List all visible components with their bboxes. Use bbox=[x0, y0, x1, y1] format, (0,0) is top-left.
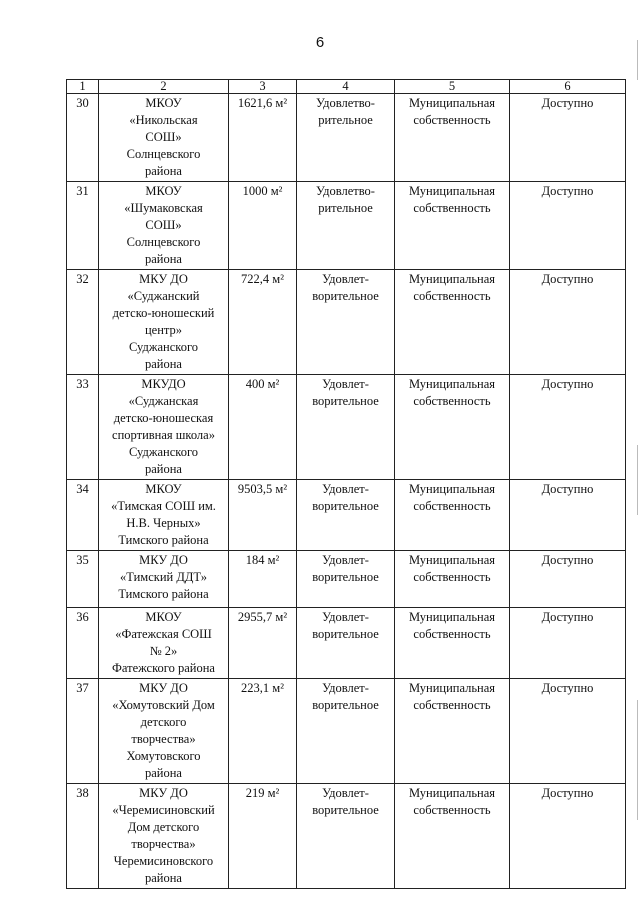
table-row bbox=[67, 270, 626, 375]
institution-name-line: Солнцевского bbox=[126, 235, 201, 249]
institution-name-line: спортивная школа» bbox=[112, 428, 215, 442]
institution-name-line: Фатежского района bbox=[112, 661, 215, 675]
institution-name-line: № 2» bbox=[149, 644, 178, 658]
institution-name-line: «Тимский ДДТ» bbox=[120, 570, 207, 584]
table-row bbox=[67, 182, 626, 270]
institution-name-cell bbox=[99, 94, 229, 182]
condition-line: ворительное bbox=[312, 803, 379, 817]
row-number: 30 bbox=[67, 94, 99, 182]
institution-name-cell bbox=[99, 784, 229, 889]
ownership-line: собственность bbox=[413, 289, 491, 303]
institution-name-line: МКОУ bbox=[145, 482, 182, 496]
column-header: 5 bbox=[395, 80, 510, 94]
institution-name-cell bbox=[99, 679, 229, 784]
institution-name-line: Суджанского bbox=[128, 445, 199, 459]
institution-name-line: района bbox=[145, 164, 182, 178]
ownership-line: собственность bbox=[413, 698, 491, 712]
table-row bbox=[67, 375, 626, 480]
institution-name-line: «Шумаковская bbox=[124, 201, 203, 215]
condition-cell bbox=[297, 784, 395, 889]
accessibility-cell: Доступно bbox=[510, 551, 626, 608]
table-row bbox=[67, 784, 626, 889]
table-row bbox=[67, 94, 626, 182]
ownership-cell bbox=[395, 375, 510, 480]
institution-name-line: центр» bbox=[144, 323, 183, 337]
column-header: 6 bbox=[510, 80, 626, 94]
header-row bbox=[67, 80, 626, 94]
column-header: 4 bbox=[297, 80, 395, 94]
institution-name-line: СОШ» bbox=[145, 218, 182, 232]
row-number: 33 bbox=[67, 375, 99, 480]
condition-line: Удовлет- bbox=[322, 482, 369, 496]
condition-cell bbox=[297, 551, 395, 608]
ownership-line: собственность bbox=[413, 627, 491, 641]
area-cell: 219 м² bbox=[229, 784, 297, 889]
row-number: 32 bbox=[67, 270, 99, 375]
condition-line: Удовлет- bbox=[322, 553, 369, 567]
table-row bbox=[67, 480, 626, 551]
institution-name-line: МКУ ДО bbox=[139, 681, 188, 695]
institution-name-line: «Никольская bbox=[129, 113, 198, 127]
table-row bbox=[67, 608, 626, 679]
ownership-line: Муниципальная bbox=[408, 184, 496, 198]
ownership-cell bbox=[395, 784, 510, 889]
ownership-cell bbox=[395, 94, 510, 182]
condition-line: Удовлет- bbox=[322, 377, 369, 391]
institution-name-line: Тимского района bbox=[118, 587, 209, 601]
institution-name-line: детского bbox=[140, 715, 187, 729]
institution-name-line: детско-юношеская bbox=[113, 411, 214, 425]
area-cell: 9503,5 м² bbox=[229, 480, 297, 551]
institution-name-line: Хомутовского bbox=[126, 749, 201, 763]
institution-name-line: Тимского района bbox=[118, 533, 209, 547]
ownership-cell bbox=[395, 270, 510, 375]
institution-name-line: района bbox=[145, 871, 182, 885]
condition-line: ворительное bbox=[312, 289, 379, 303]
ownership-line: Муниципальная bbox=[408, 377, 496, 391]
condition-line: ворительное bbox=[312, 499, 379, 513]
ownership-line: собственность bbox=[413, 394, 491, 408]
scan-edge-mark bbox=[637, 445, 638, 515]
condition-cell bbox=[297, 679, 395, 784]
condition-line: Удовлет- bbox=[322, 786, 369, 800]
ownership-line: Муниципальная bbox=[408, 272, 496, 286]
ownership-line: собственность bbox=[413, 201, 491, 215]
ownership-line: собственность bbox=[413, 499, 491, 513]
condition-line: рительное bbox=[318, 113, 373, 127]
area-cell: 1621,6 м² bbox=[229, 94, 297, 182]
scan-edge-mark bbox=[637, 40, 638, 80]
institution-name-line: Черемисиновского bbox=[113, 854, 214, 868]
ownership-cell bbox=[395, 182, 510, 270]
ownership-cell bbox=[395, 551, 510, 608]
ownership-line: собственность bbox=[413, 570, 491, 584]
condition-cell bbox=[297, 480, 395, 551]
institution-name-line: района bbox=[145, 462, 182, 476]
institution-name-line: творчества» bbox=[131, 732, 196, 746]
row-number: 38 bbox=[67, 784, 99, 889]
institution-name-line: «Фатежская СОШ bbox=[115, 627, 212, 641]
column-header: 3 bbox=[229, 80, 297, 94]
row-number: 36 bbox=[67, 608, 99, 679]
institution-name-line: Солнцевского bbox=[126, 147, 201, 161]
institution-name-cell bbox=[99, 375, 229, 480]
accessibility-cell: Доступно bbox=[510, 608, 626, 679]
area-cell: 722,4 м² bbox=[229, 270, 297, 375]
institution-name-line: района bbox=[145, 357, 182, 371]
row-number: 31 bbox=[67, 182, 99, 270]
condition-line: Удовлетво- bbox=[316, 184, 375, 198]
institution-name-line: МКУ ДО bbox=[139, 786, 188, 800]
ownership-cell bbox=[395, 679, 510, 784]
accessibility-cell: Доступно bbox=[510, 182, 626, 270]
condition-line: ворительное bbox=[312, 698, 379, 712]
row-number: 34 bbox=[67, 480, 99, 551]
condition-cell bbox=[297, 182, 395, 270]
institution-name-line: «Суджанская bbox=[128, 394, 199, 408]
page-number: 6 bbox=[315, 34, 325, 51]
ownership-line: Муниципальная bbox=[408, 482, 496, 496]
condition-cell bbox=[297, 375, 395, 480]
scan-edge-mark bbox=[637, 700, 638, 820]
institution-name-line: района bbox=[145, 252, 182, 266]
row-number: 37 bbox=[67, 679, 99, 784]
institution-name-line: детско-юношеский bbox=[112, 306, 215, 320]
column-header: 2 bbox=[99, 80, 229, 94]
condition-cell bbox=[297, 270, 395, 375]
ownership-line: Муниципальная bbox=[408, 610, 496, 624]
institution-name-line: МКОУ bbox=[145, 184, 182, 198]
institution-name-line: МКУ ДО bbox=[139, 272, 188, 286]
ownership-line: собственность bbox=[413, 113, 491, 127]
institution-name-line: творчества» bbox=[131, 837, 196, 851]
registry-table bbox=[66, 79, 626, 889]
institution-name-line: МКОУ bbox=[145, 610, 182, 624]
accessibility-cell: Доступно bbox=[510, 375, 626, 480]
condition-line: ворительное bbox=[312, 570, 379, 584]
ownership-line: собственность bbox=[413, 803, 491, 817]
institution-name-cell bbox=[99, 480, 229, 551]
ownership-line: Муниципальная bbox=[408, 681, 496, 695]
institution-name-line: МКОУ bbox=[145, 96, 182, 110]
institution-name-line: МКУДО bbox=[141, 377, 186, 391]
institution-name-line: «Суджанский bbox=[127, 289, 200, 303]
area-cell: 223,1 м² bbox=[229, 679, 297, 784]
institution-name-cell bbox=[99, 270, 229, 375]
ownership-line: Муниципальная bbox=[408, 553, 496, 567]
ownership-line: Муниципальная bbox=[408, 786, 496, 800]
accessibility-cell: Доступно bbox=[510, 784, 626, 889]
ownership-cell bbox=[395, 608, 510, 679]
area-cell: 184 м² bbox=[229, 551, 297, 608]
condition-line: Удовлет- bbox=[322, 610, 369, 624]
condition-line: ворительное bbox=[312, 394, 379, 408]
accessibility-cell: Доступно bbox=[510, 94, 626, 182]
condition-line: рительное bbox=[318, 201, 373, 215]
institution-name-line: «Хомутовский Дом bbox=[112, 698, 215, 712]
table-row bbox=[67, 679, 626, 784]
ownership-cell bbox=[395, 480, 510, 551]
institution-name-cell bbox=[99, 551, 229, 608]
area-cell: 2955,7 м² bbox=[229, 608, 297, 679]
institution-name-line: «Черемисиновский bbox=[112, 803, 215, 817]
institution-name-cell bbox=[99, 608, 229, 679]
institution-name-line: района bbox=[145, 766, 182, 780]
accessibility-cell: Доступно bbox=[510, 480, 626, 551]
condition-line: Удовлетво- bbox=[316, 96, 375, 110]
institution-name-line: Суджанского bbox=[128, 340, 199, 354]
condition-line: Удовлет- bbox=[322, 681, 369, 695]
condition-cell bbox=[297, 608, 395, 679]
condition-line: Удовлет- bbox=[322, 272, 369, 286]
condition-cell bbox=[297, 94, 395, 182]
institution-name-line: Дом детского bbox=[127, 820, 200, 834]
institution-name-line: Н.В. Черных» bbox=[126, 516, 201, 530]
condition-line: ворительное bbox=[312, 627, 379, 641]
area-cell: 400 м² bbox=[229, 375, 297, 480]
accessibility-cell: Доступно bbox=[510, 679, 626, 784]
ownership-line: Муниципальная bbox=[408, 96, 496, 110]
table-row bbox=[67, 551, 626, 608]
institution-name-cell bbox=[99, 182, 229, 270]
area-cell: 1000 м² bbox=[229, 182, 297, 270]
table-body bbox=[67, 94, 626, 889]
row-number: 35 bbox=[67, 551, 99, 608]
column-header: 1 bbox=[67, 80, 99, 94]
institution-name-line: «Тимская СОШ им. bbox=[111, 499, 216, 513]
accessibility-cell: Доступно bbox=[510, 270, 626, 375]
institution-name-line: МКУ ДО bbox=[139, 553, 188, 567]
institution-name-line: СОШ» bbox=[145, 130, 182, 144]
